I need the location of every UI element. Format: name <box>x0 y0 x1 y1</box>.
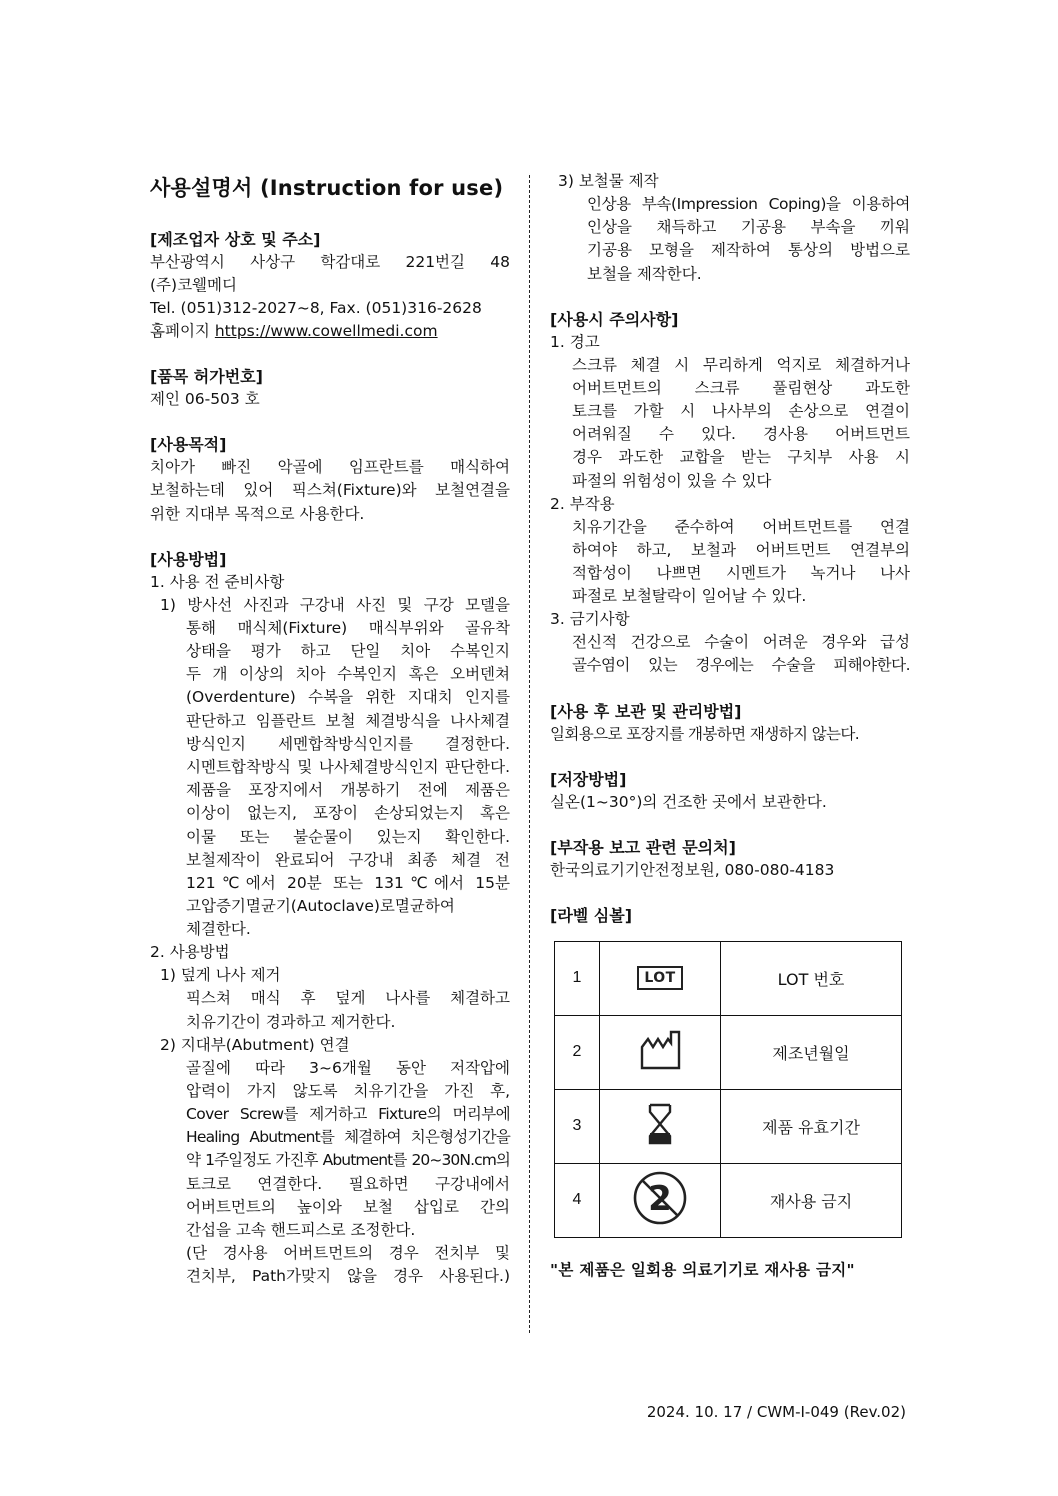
side-effects-line: 적합성이 나쁘면 시멘트가 녹거나 나사 <box>572 564 910 583</box>
prep-line: 판단하고 임플란트 보철 체결방식을 나사체결 <box>186 711 510 730</box>
factory-date-icon-svg <box>638 1029 682 1071</box>
contraindications-line: 전신적 건강으로 수술이 어려운 경우와 급성 <box>572 633 910 652</box>
prep-line: 제품을 포장지에서 개봉하기 전에 제품은 <box>186 781 510 800</box>
after-use-text: 일회용으로 포장지를 개봉하면 재생하지 않는다. <box>550 724 860 743</box>
prep-line: 상태을 평가 하고 단일 치아 수복인지 <box>186 642 510 661</box>
step2-line: Cover Screw를 제거하고 Fixture의 머리부에 <box>186 1105 510 1124</box>
prep-line: 121℃에서 20분 또는 131℃에서 15분 <box>186 874 510 893</box>
single-use-notice: "본 제품은 일회용 의료기기로 재사용 금지" <box>550 1260 855 1279</box>
contraindications-line: 골수염이 있는 경우에는 수술을 피해야한다. <box>572 656 910 675</box>
table-row <box>555 1015 902 1089</box>
prep-line: 보철제작이 완료되어 구강내 최종 체결 전 <box>186 850 510 869</box>
symbol-description: 제조년월일 <box>721 1015 902 1089</box>
symbol-description: LOT 번호 <box>721 941 902 1015</box>
step2-line: 견치부, Path가맞지 않을 경우 사용된다.) <box>186 1267 510 1286</box>
step1-line: 치유기간이 경과하고 제거한다. <box>186 1012 396 1031</box>
storage-text: 실온(1~30°)의 건조한 곳에서 보관한다. <box>550 792 827 811</box>
left-column <box>150 170 510 1310</box>
precautions-heading: [사용시 주의사항] <box>550 309 679 329</box>
warning-title: 1. 경고 <box>550 332 600 351</box>
step2-line: 간섭을 고속 핸드피스로 조정한다. <box>186 1221 416 1240</box>
step3-line: 보철을 제작한다. <box>587 264 702 283</box>
table-row <box>555 941 902 1015</box>
step2-line: 골질에 따라 3~6개월 동안 저작압에 <box>186 1058 510 1077</box>
step1-line: 픽스쳐 매식 후 덮게 나사를 체결하고 <box>186 989 510 1008</box>
prep-line: 방식인지 세멘합착방식인지를 결정한다. <box>186 734 510 753</box>
label-symbols-heading: [라벨 심볼] <box>550 905 633 925</box>
usage-heading: [사용방법] <box>150 549 227 569</box>
symbol-number: 4 <box>555 1163 600 1237</box>
prep-line: 통해 매식체(Fixture) 매식부위와 골유착 <box>186 618 510 637</box>
manufacturer-address: 부산광역시 사상구 학감대로 221번길 48 <box>150 253 510 271</box>
precautions-section <box>550 308 910 678</box>
prep-line: 이물 또는 불순물이 있는지 확인한다. <box>186 827 510 846</box>
step2-title: 2) 지대부(Abutment) 연결 <box>160 1035 350 1054</box>
lot-icon <box>600 941 721 1015</box>
manufacturer-contact: Tel. (051)312-2027~8, Fax. (051)316-2628 <box>150 299 482 318</box>
step3-title: 3) 보철물 제작 <box>558 172 659 190</box>
storage-heading: [저장방법] <box>550 769 627 789</box>
step2-line: (단 경사용 어버트먼트의 경우 전치부 및 <box>186 1244 510 1263</box>
usage-section <box>150 548 510 1289</box>
prep-line: 시멘트합착방식 및 나사체결방식인지 판단한다. <box>186 758 510 777</box>
label-symbols-table <box>554 941 902 1238</box>
table-row <box>555 1163 902 1237</box>
prep-line: (Overdenture) 수복을 위한 지대치 인지를 <box>186 688 510 707</box>
hourglass-icon <box>600 1089 721 1163</box>
lot-icon-glyph: LOT <box>637 966 682 990</box>
manufacturer-heading: [제조업자 상호 및 주소] <box>150 230 321 249</box>
symbol-number: 1 <box>555 941 600 1015</box>
symbol-description: 제품 유효기간 <box>721 1089 902 1163</box>
warning-line: 파절의 위험성이 있을 수 있다 <box>572 471 772 490</box>
label-symbols-section <box>550 904 910 1282</box>
step2-line: 약 1주일정도 가진후 Abutment를 20~30N.cm의 <box>186 1151 510 1170</box>
purpose-line: 보철하는데 있어 픽스쳐(Fixture)와 보철연결을 <box>150 481 510 500</box>
document-title: 사용설명서 (Instruction for use) <box>150 176 504 200</box>
adverse-report-section <box>550 836 910 882</box>
step3-line: 인상을 채득하고 기공용 부속을 끼워 <box>587 218 910 237</box>
right-column <box>550 170 910 1304</box>
warning-line: 어려워질 수 있다. 경사용 어버트먼트 <box>572 425 910 444</box>
contraindications-title: 3. 금기사항 <box>550 610 630 629</box>
do-not-reuse-icon <box>600 1163 721 1237</box>
method-title: 2. 사용방법 <box>150 943 230 962</box>
warning-line: 경우 과도한 교합을 받는 구치부 사용 시 <box>572 448 910 467</box>
step3-line: 인상용 부속(Impression Coping)을 이용하여 <box>587 195 910 213</box>
step3-section <box>550 170 910 286</box>
after-use-heading: [사용 후 보관 및 관리방법] <box>550 701 742 721</box>
do-not-reuse-icon-svg <box>632 1170 688 1226</box>
warning-line: 토크를 가할 시 나사부의 손상으로 연결이 <box>572 402 910 421</box>
approval-number: 제인 06-503 호 <box>150 390 260 409</box>
prep-line: 이상이 없는지, 포장이 손상되었는지 혹은 <box>186 804 510 823</box>
prep-item-1: 1) 방사선 사진과 구강내 사진 및 구강 모델을 <box>160 595 510 614</box>
purpose-heading: [사용목적] <box>150 435 227 455</box>
purpose-line: 치아가 빠진 악골에 임프란트를 매식하여 <box>150 458 510 477</box>
manufacturer-company: (주)코웰메디 <box>150 276 237 295</box>
after-use-section <box>550 700 910 746</box>
step2-line: 토크로 연결한다. 필요하면 구강내에서 <box>186 1174 510 1193</box>
svg-text:2: 2 <box>648 1178 672 1219</box>
factory-date-icon <box>600 1015 721 1089</box>
approval-section <box>150 365 510 411</box>
approval-heading: [품목 허가번호] <box>150 367 263 387</box>
step1-title: 1) 덮게 나사 제거 <box>160 966 281 985</box>
step3-line: 기공용 모형을 제작하여 통상의 방법으로 <box>587 241 910 260</box>
symbol-description: 재사용 금지 <box>721 1163 902 1237</box>
warning-line: 어버트먼트의 스크류 풀림현상 과도한 <box>572 378 910 397</box>
document-footer: 2024. 10. 17 / CWM-I-049 (Rev.02) <box>646 1403 906 1421</box>
side-effects-line: 치유기간을 준수하여 어버트먼트를 연결 <box>572 517 910 536</box>
warning-line: 스크류 체결 시 무리하게 억지로 체결하거나 <box>572 355 910 374</box>
step2-line: Healing Abutment를 체결하여 치은형성기간을 <box>186 1128 510 1147</box>
homepage-label: 홈페이지 <box>150 322 210 341</box>
step2-line: 압력이 가지 않도록 치유기간을 가진 후, <box>186 1081 510 1100</box>
homepage-line <box>150 320 510 343</box>
purpose-line: 위한 지대부 목적으로 사용한다. <box>150 504 365 523</box>
table-row <box>555 1089 902 1163</box>
adverse-report-text: 한국의료기기안전정보원, 080-080-4183 <box>550 860 835 879</box>
purpose-section <box>150 433 510 525</box>
step2-line: 어버트먼트의 높이와 보철 삽입로 간의 <box>186 1197 510 1216</box>
prep-line: 체결한다. <box>186 920 251 939</box>
side-effects-line: 파절로 보철탈락이 일어날 수 있다. <box>572 587 807 606</box>
side-effects-line: 하여야 하고, 보철과 어버트먼트 연결부의 <box>572 540 910 559</box>
prep-title: 1. 사용 전 준비사항 <box>150 572 285 591</box>
side-effects-title: 2. 부작용 <box>550 494 615 513</box>
prep-line: 고압증기멸균기(Autoclave)로멸균하여 <box>186 897 455 916</box>
storage-section <box>550 768 910 814</box>
hourglass-icon-svg <box>647 1102 673 1146</box>
homepage-link[interactable]: https://www.cowellmedi.com <box>214 322 438 341</box>
manufacturer-section <box>150 228 510 343</box>
symbol-number: 2 <box>555 1015 600 1089</box>
prep-line: 두 개 이상의 치아 수복인지 혹은 오버덴쳐 <box>186 665 510 684</box>
symbol-number: 3 <box>555 1089 600 1163</box>
column-divider <box>529 175 530 1333</box>
adverse-report-heading: [부작용 보고 관련 문의처] <box>550 837 736 857</box>
